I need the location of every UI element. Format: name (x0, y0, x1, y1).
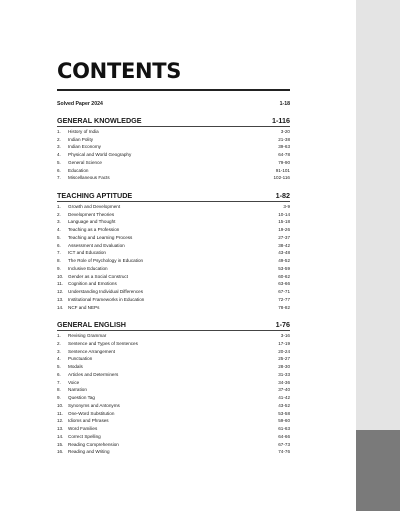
toc-item-title: Indian Polity (68, 136, 94, 142)
toc-item-left (57, 159, 102, 167)
toc-item-title: Teaching as a Profession (68, 227, 120, 233)
toc-item-pages: 53-59 (278, 265, 290, 271)
toc-item-title: The Role of Psychology in Education (68, 258, 144, 264)
toc-item-title: Voice (68, 379, 80, 385)
toc-item-left (57, 433, 101, 441)
toc-item (57, 265, 290, 273)
toc-item-left (57, 167, 88, 175)
toc-item-number: 12. (57, 289, 64, 295)
toc-item-left (57, 296, 144, 304)
toc-item-title: Question Tag (68, 395, 95, 401)
toc-item (57, 143, 290, 151)
toc-item-pages: 34-36 (278, 379, 290, 385)
title-rule (57, 89, 290, 91)
toc-item-title: Articles and Determiners (68, 371, 119, 377)
toc-item-title: Indian Economy (68, 144, 101, 150)
toc-item-pages: 61-63 (278, 426, 290, 432)
toc-item-left (57, 417, 109, 425)
section-heading: GENERAL KNOWLEDGE (57, 116, 142, 125)
toc-item-left (57, 128, 99, 136)
toc-item-pages: 49-52 (278, 258, 290, 264)
toc-item-title: One-Word Substitution (68, 410, 115, 416)
toc-item-pages: 31-33 (278, 371, 290, 377)
section-heading-row (57, 320, 290, 329)
toc-item-left (57, 151, 131, 159)
toc-item-pages: 53-58 (278, 410, 290, 416)
toc-item-left (57, 242, 125, 250)
toc-item (57, 242, 290, 250)
toc-item-pages: 59-60 (278, 418, 290, 424)
section-pages: 1-82 (275, 191, 290, 201)
toc-item-number: 9. (57, 265, 61, 271)
toc-item-left (57, 265, 108, 273)
toc-item-number: 11. (57, 410, 64, 416)
toc-item (57, 211, 290, 219)
toc-item-left (57, 379, 79, 387)
toc-item (57, 174, 290, 182)
toc-item-pages: 21-38 (278, 136, 290, 142)
toc-item-number: 2. (57, 211, 61, 217)
toc-item-number: 3. (57, 348, 61, 354)
toc-item (57, 379, 290, 387)
toc-item-pages: 78-82 (278, 304, 290, 310)
toc-item-number: 3. (57, 219, 61, 225)
toc-item-number: 10. (57, 273, 64, 279)
toc-item-number: 7. (57, 379, 61, 385)
toc-item-number: 13. (57, 426, 64, 432)
toc-item-pages: 3-20 (280, 128, 290, 134)
toc-item-number: 9. (57, 395, 61, 401)
toc-item (57, 348, 290, 356)
toc-item-number: 7. (57, 175, 61, 181)
toc-item-left (57, 234, 132, 242)
toc-item-title: Assessment and Evaluation (68, 242, 125, 248)
toc-item (57, 136, 290, 144)
toc-item-pages: 27-37 (278, 234, 290, 240)
toc-item (57, 159, 290, 167)
toc-item-left (57, 174, 110, 182)
section-2 (57, 320, 290, 456)
toc-item-pages: 74-76 (278, 449, 290, 455)
toc-item-left (57, 448, 110, 456)
toc-item-title: NCF and NEPs (68, 304, 100, 310)
toc-item (57, 417, 290, 425)
toc-item-title: Modals (68, 364, 83, 370)
toc-item-left (57, 273, 128, 281)
toc-item-left (57, 249, 106, 257)
toc-item (57, 128, 290, 136)
solved-paper-entry (57, 101, 290, 107)
toc-item-left (57, 332, 106, 340)
toc-item-number: 1. (57, 128, 61, 134)
toc-item (57, 203, 290, 211)
toc-item-number: 4. (57, 227, 61, 233)
toc-item-title: Sentence and Types of Sentences (68, 340, 138, 346)
toc-item-left (57, 402, 120, 410)
toc-item-title: Punctuation (68, 356, 93, 362)
toc-item-title: Institutional Frameworks in Education (68, 296, 145, 302)
toc-item-left (57, 288, 143, 296)
section-rule (57, 126, 290, 127)
toc-item-left (57, 136, 93, 144)
toc-item-left (57, 348, 115, 356)
toc-item-number: 1. (57, 203, 61, 209)
toc-item-number: 6. (57, 167, 61, 173)
toc-item (57, 363, 290, 371)
sections-container (57, 116, 290, 456)
toc-item-pages: 43-48 (278, 250, 290, 256)
toc-item-pages: 60-62 (278, 273, 290, 279)
toc-item-left (57, 386, 87, 394)
toc-item-title: Reading and Writing (68, 449, 110, 455)
toc-item-left (57, 394, 95, 402)
toc-item (57, 371, 290, 379)
toc-item-number: 4. (57, 356, 61, 362)
toc-item (57, 296, 290, 304)
toc-item-pages: 72-77 (278, 296, 290, 302)
toc-item-number: 12. (57, 418, 64, 424)
toc-item-title: Correct Spelling (68, 433, 101, 439)
toc-item-title: Word Families (68, 426, 98, 432)
toc-item (57, 273, 290, 281)
toc-item-left (57, 218, 115, 226)
toc-item-left (57, 355, 92, 363)
toc-item-number: 7. (57, 250, 61, 256)
toc-item-number: 5. (57, 159, 61, 165)
toc-item-title: Education (68, 167, 89, 173)
toc-item (57, 340, 290, 348)
toc-item (57, 288, 290, 296)
toc-item-title: Language and Thought (68, 219, 116, 225)
toc-item-pages: 91-101 (275, 167, 290, 173)
toc-item (57, 394, 290, 402)
toc-item-number: 4. (57, 152, 61, 158)
toc-item (57, 332, 290, 340)
toc-item (57, 448, 290, 456)
toc-item-number: 2. (57, 340, 61, 346)
toc-item-number: 8. (57, 258, 61, 264)
toc-item-pages: 28-30 (278, 364, 290, 370)
toc-item-pages: 43-52 (278, 402, 290, 408)
toc-item-title: Gender as a Social Construct (68, 273, 129, 279)
toc-item-title: History of India (68, 128, 99, 134)
toc-item-pages: 3-16 (280, 333, 290, 339)
section-heading: GENERAL ENGLISH (57, 320, 126, 330)
toc-item-number: 2. (57, 136, 61, 142)
toc-item (57, 304, 290, 312)
toc-item-number: 5. (57, 234, 61, 240)
toc-item-left (57, 257, 143, 265)
toc-item-number: 14. (57, 433, 64, 439)
toc-item-title: Synonyms and Antonyms (68, 402, 120, 408)
toc-item-left (57, 203, 120, 211)
side-tab-marker (356, 430, 400, 511)
toc-item-left (57, 425, 97, 433)
toc-item (57, 151, 290, 159)
toc-item-number: 1. (57, 333, 61, 339)
toc-item-title: Inclusive Education (68, 265, 108, 271)
toc-item-number: 15. (57, 441, 64, 447)
toc-item-title: Idioms and Phrases (68, 418, 109, 424)
toc-item-title: Revising Grammar (68, 333, 107, 339)
toc-item-left (57, 143, 101, 151)
toc-item-pages: 19-26 (278, 227, 290, 233)
toc-item-pages: 38-42 (278, 242, 290, 248)
toc-item-pages: 79-90 (278, 159, 290, 165)
toc-item-pages: 102-116 (273, 175, 290, 181)
toc-item-pages: 63-66 (278, 281, 290, 287)
toc-item-left (57, 340, 138, 348)
toc-item-left (57, 441, 119, 449)
toc-item-left (57, 226, 119, 234)
section-0 (57, 116, 290, 182)
toc-item-pages: 20-24 (278, 348, 290, 354)
toc-item-pages: 3-9 (283, 203, 290, 209)
solved-paper-label: Solved Paper 2024 (57, 101, 103, 107)
toc-item (57, 433, 290, 441)
toc-item-number: 6. (57, 371, 61, 377)
toc-item (57, 386, 290, 394)
toc-item (57, 257, 290, 265)
toc-item (57, 402, 290, 410)
section-rule (57, 201, 290, 202)
toc-item-title: Miscellaneous Facts (68, 175, 110, 181)
toc-item-number: 11. (57, 281, 64, 287)
toc-item (57, 280, 290, 288)
toc-item-title: Growth and Development (68, 203, 121, 209)
toc-item-title: Physical and World Geography (68, 152, 132, 158)
toc-item-title: General Science (68, 159, 102, 165)
toc-item-title: ICT and Education (68, 250, 106, 256)
section-1 (57, 191, 290, 311)
toc-item-pages: 25-27 (278, 356, 290, 362)
toc-item-pages: 39-63 (278, 144, 290, 150)
toc-item (57, 410, 290, 418)
toc-item (57, 425, 290, 433)
toc-item-title: Cognition and Emotions (68, 281, 117, 287)
toc-item-title: Narration (68, 387, 87, 393)
section-rule (57, 330, 290, 331)
toc-item-pages: 67-71 (278, 289, 290, 295)
toc-item-pages: 64-66 (278, 433, 290, 439)
toc-item-title: Sentence Arrangement (68, 348, 115, 354)
toc-item-left (57, 280, 117, 288)
toc-item (57, 249, 290, 257)
toc-item-number: 16. (57, 449, 64, 455)
section-heading: TEACHING APTITUDE (57, 191, 133, 201)
toc-item-number: 14. (57, 304, 64, 310)
section-heading-row (57, 191, 290, 200)
toc-item (57, 167, 290, 175)
toc-item-pages: 10-14 (278, 211, 290, 217)
toc-item-left (57, 363, 83, 371)
toc-item-left (57, 371, 118, 379)
toc-item-pages: 17-19 (278, 340, 290, 346)
toc-item-pages: 41-42 (278, 395, 290, 401)
section-pages: 1-116 (272, 116, 290, 125)
toc-item-number: 10. (57, 402, 64, 408)
toc-item-number: 13. (57, 296, 64, 302)
toc-item-left (57, 410, 114, 418)
toc-item-number: 6. (57, 242, 61, 248)
solved-paper-pages: 1-18 (279, 101, 290, 107)
toc-item-number: 3. (57, 144, 61, 150)
toc-item (57, 226, 290, 234)
toc-item (57, 355, 290, 363)
toc-item (57, 234, 290, 242)
toc-item-title: Reading Comprehension (68, 441, 119, 447)
toc-item-title: Teaching and Learning Process (68, 234, 133, 240)
toc-item (57, 441, 290, 449)
toc-item-title: Development Theories (68, 211, 115, 217)
toc-item-pages: 67-73 (278, 441, 290, 447)
toc-item-left (57, 211, 114, 219)
section-heading-row (57, 116, 290, 125)
toc-item-pages: 37-40 (278, 387, 290, 393)
toc-item-pages: 64-78 (278, 152, 290, 158)
toc-item-pages: 15-18 (278, 219, 290, 225)
side-tab (356, 0, 400, 430)
toc-item-number: 5. (57, 364, 61, 370)
contents-page (57, 58, 290, 456)
page-title: CONTENTS (57, 59, 182, 83)
toc-item (57, 218, 290, 226)
toc-item-number: 8. (57, 387, 61, 393)
toc-item-title: Understanding Individual Differences (68, 289, 143, 295)
toc-item-left (57, 304, 99, 312)
section-pages: 1-76 (275, 320, 290, 330)
